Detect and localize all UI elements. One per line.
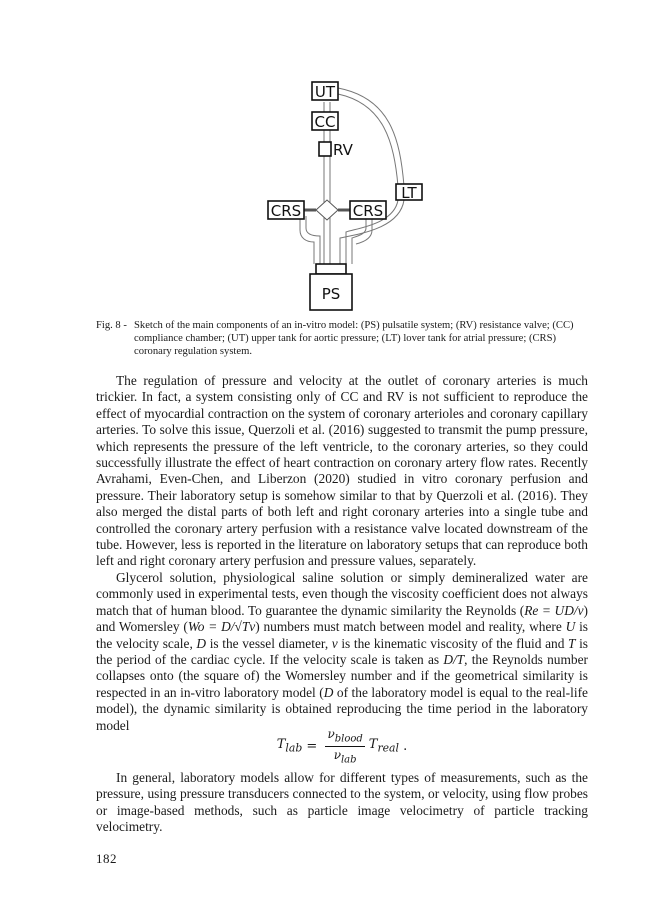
paragraph-3: In general, laboratory models allow for different types of measurements, such as the pressure, using pressure transducers connected to the system, or velocity, using flow probes or image-based methods, such as particle image velocimetry of particle tracking velocimetry. xyxy=(96,770,588,835)
eq-lhs xyxy=(277,737,303,755)
text-run: Glycerol solution, physiological saline solution or simply demineralized water are commonly used in experimental tests, even though the viscosity coefficient does not always match that of human blood. To guarantee the dynamic similarity the Reynolds ( xyxy=(96,569,588,618)
eq-rhs-subscript: real xyxy=(377,741,399,755)
eq-lhs-symbol: T xyxy=(276,737,286,753)
text-run: is the velocity scale, xyxy=(96,619,589,651)
body-text xyxy=(96,373,588,734)
eq-rhs-symbol: T xyxy=(368,737,378,753)
symbol-d: D xyxy=(196,635,207,651)
eq-numerator xyxy=(325,727,364,746)
reynolds-formula: Re = UD/ν xyxy=(524,602,584,618)
text-run: is the period of the cardiac cycle. If the velocity scale is taken as xyxy=(96,635,589,667)
ps-aortic-tube xyxy=(324,214,330,264)
junction-valve xyxy=(316,200,338,220)
eq-num-subscript: blood xyxy=(334,733,363,745)
symbol-d: D xyxy=(323,684,334,700)
eq-rhs xyxy=(369,737,399,755)
eq-period: . xyxy=(398,738,408,754)
rv-box xyxy=(319,142,331,156)
ps-piston xyxy=(316,264,346,274)
right-crs-tube xyxy=(352,216,372,264)
equation-time-scaling xyxy=(96,728,588,764)
paragraph-1: The regulation of pressure and velocity at the outlet of coronary arteries is much trickier. In fact, a system consisting only of CC and RV is not sufficient to reproduce the effect of myocardial contraction on the system of coronary arterioles and coronary capillary arteries. To solve this issue, Querzoli et al. (2016) suggested to transmit the pump pressure, which represents the pressure of the left ventricle, to the coronary arteries, so they could successfully illustrate the effect of heart contraction on coronary artery flow rates. Recently Avrahami, Even-Chen, and Liberzon (2020) studied in vitro coronary perfusion and pressure. Their laboratory setup is somehow similar to that by Querzoli et al. (2016). They also merged the distal parts of both left and right coronary arteries into a single tube and controlled the coronary artery perfusion with a resistance valve located downstream of the tube. However, less is reported in the literature on laboratory setups that can reproduce both left and right coronary artery perfusion and pressure values, separately. xyxy=(96,373,588,569)
ut-lt-connection-tube xyxy=(338,88,404,186)
text-run: , the Reynolds number collapses onto (the square of) the Womersley number and if the geometrical similarity is respected in an in-vitro laboratory model ( xyxy=(96,651,588,700)
symbol-u: U xyxy=(565,619,576,635)
body-text-continued xyxy=(96,770,588,836)
crs-right-label: CRS xyxy=(352,202,384,220)
text-run: is the kinematic viscosity of the fluid and xyxy=(337,635,569,651)
eq-den-subscript: lab xyxy=(340,753,357,765)
text-run: ) and Womersley ( xyxy=(96,602,589,635)
rv-label: RV xyxy=(333,141,353,159)
symbol-d-over-t: D/T xyxy=(443,651,465,667)
lt-label: LT xyxy=(401,184,417,202)
womersley-formula: Wo = D/√Tν xyxy=(187,619,256,635)
symbol-nu: ν xyxy=(331,635,338,651)
page-number: 182 xyxy=(96,851,117,866)
ut-label: UT xyxy=(314,83,336,101)
eq-lhs-subscript: lab xyxy=(285,741,303,755)
text-run: ) numbers must match between model and reality, where xyxy=(255,619,566,635)
crs-left-label: CRS xyxy=(270,202,302,220)
text-run: is the vessel diameter, xyxy=(206,635,332,651)
eq-equals: = xyxy=(302,738,322,754)
eq-fraction xyxy=(325,727,364,765)
ps-label: PS xyxy=(321,285,341,303)
paragraph-2 xyxy=(96,570,588,734)
text-run: of the laboratory model is equal to the real-life model), the dynamic similarity is obtained reproducing the time period in the laboratory model xyxy=(96,684,588,733)
symbol-t: T xyxy=(568,635,576,651)
eq-denominator xyxy=(334,747,357,765)
figure-caption xyxy=(96,319,588,358)
caption-text: Sketch of the main components of an in-vitro model: (PS) pulsatile system; (RV) resistance valve; (CC) compliance chamber; (UT) upper tank for aortic pressure; (LT) lover tank for atrial pressure; (CRS) coronary regulation system. xyxy=(134,320,574,357)
in-vitro-model-sketch xyxy=(240,78,440,318)
eq-den-symbol: ν xyxy=(333,747,341,762)
figure-number: Fig. 8 - xyxy=(96,320,127,331)
eq-num-symbol: ν xyxy=(327,727,335,742)
left-crs-tube xyxy=(300,216,320,264)
figure-8 xyxy=(240,78,440,318)
cc-label: CC xyxy=(314,113,336,131)
